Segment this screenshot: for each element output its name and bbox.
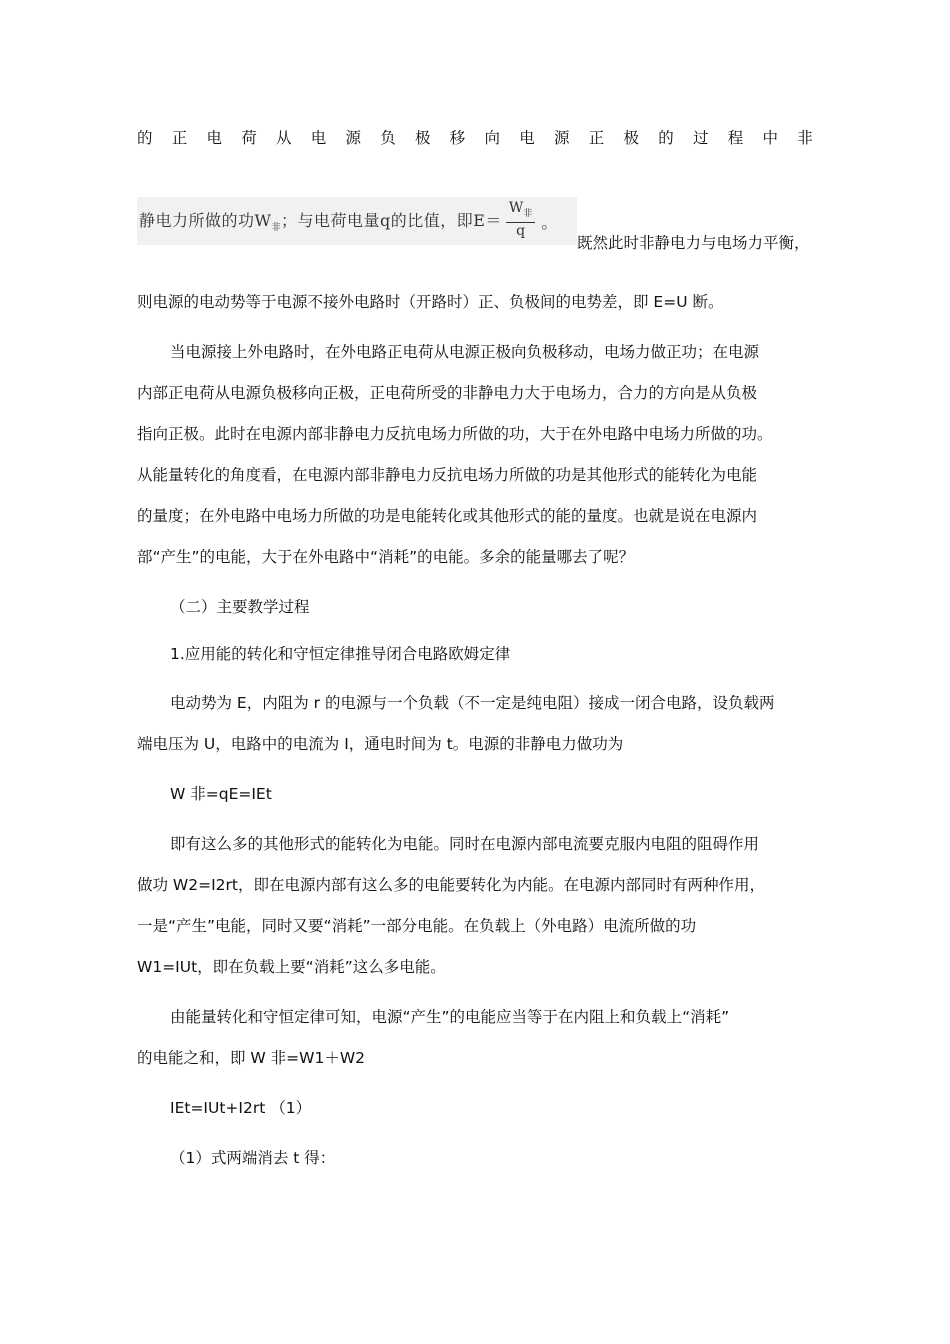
text-char: 电: [519, 129, 535, 147]
paragraph-3-line-3: 一是“产生”电能，同时又要“消耗”一部分电能。在负载上（外电路）电流所做的功: [137, 917, 697, 935]
paragraph-4-line-2: 的电能之和，即 W 非=W1＋W2: [137, 1049, 366, 1067]
text-char: 正: [171, 129, 188, 147]
paragraph-1-line-1: 当电源接上外电路时，在外电路正电荷从电源正极向负极移动，电场力做正功；在电源: [170, 343, 760, 361]
paragraph-5: （1）式两端消去 t 得：: [170, 1149, 336, 1167]
text-char: 电: [206, 129, 223, 147]
text-char: 移: [449, 129, 466, 147]
paragraph-1-line-6: 部“产生”的电能，大于在外电路中“消耗”的电能。多余的能量哪去了呢？: [137, 548, 635, 566]
text-line-3: 则电源的电动势等于电源不接外电路时（开路时）正、负极间的电势差，即 E=U 断。: [137, 293, 724, 311]
paragraph-3-line-2: 做功 W2=I2rt，即在电源内部有这么多的电能要转化为内能。在电源内部同时有两种作用，: [137, 876, 765, 894]
text-char: 极: [415, 129, 431, 147]
text-char: 电: [310, 129, 327, 147]
paragraph-2-line-1: 电动势为 E，内阻为 r 的电源与一个负载（不一定是纯电阻）接成一闭合电路，设负载两: [170, 694, 775, 712]
paragraph-1-line-3: 指向正极。此时在电源内部非静电力反抗电场力所做的功，大于在外电路中电场力所做的功。: [137, 425, 773, 443]
formula-image: 静电力所做的功$W_非$；与电荷电量q的比值，即E＝ $\frac{W_非}{q}$ 。: [137, 197, 577, 245]
subsection-heading: 1.应用能的转化和守恒定律推导闭合电路欧姆定律: [170, 645, 511, 663]
text-line-2-tail: 既然此时非静电力与电场力平衡，: [577, 234, 810, 252]
text-char: 正: [588, 129, 605, 147]
text-char: 极: [623, 129, 640, 147]
text-char: 负: [380, 129, 396, 147]
text-char: 中: [762, 129, 779, 147]
paragraph-3-line-4: W1=IUt，即在负载上要“消耗”这么多电能。: [137, 958, 446, 976]
text-char: 过: [693, 129, 709, 147]
paragraph-1-line-4: 从能量转化的角度看，在电源内部非静电力反抗电场力所做的功是其他形式的能转化为电能: [137, 466, 758, 484]
text-char: 的: [658, 129, 674, 147]
paragraph-3-line-1: 即有这么多的其他形式的能转化为电能。同时在电源内部电流要克服内电阻的阻碍作用: [170, 835, 760, 853]
text-char: 从: [276, 129, 292, 147]
formula-text: 静电力所做的功$W_非$；与电荷电量q的比值，即E＝: [139, 211, 502, 234]
text-char: 非: [797, 129, 813, 147]
text-char: 荷: [241, 129, 257, 147]
paragraph-4-line-1: 由能量转化和守恒定律可知，电源“产生”的电能应当等于在内阻上和负载上“消耗”: [170, 1008, 730, 1026]
text-char: 的: [137, 129, 153, 147]
section-heading: （二）主要教学过程: [170, 598, 310, 616]
text-char: 向: [484, 129, 501, 147]
formula-fraction: $\frac{W_非}{q}$: [506, 201, 535, 239]
text-char: 程: [727, 129, 744, 147]
text-char: 源: [554, 129, 570, 147]
text-char: 源: [345, 129, 362, 147]
equation-1: W 非=qE=IEt: [170, 785, 272, 803]
equation-2: IEt=IUt+I2rt （1）: [170, 1099, 312, 1117]
paragraph-1-line-2: 内部正电荷从电源负极移向正极，正电荷所受的非静电力大于电场力，合力的方向是从负极: [137, 384, 758, 402]
text-line-1: [137, 127, 813, 149]
paragraph-2-line-2: 端电压为 U，电路中的电流为 I，通电时间为 t。电源的非静电力做功为: [137, 735, 624, 753]
paragraph-1-line-5: 的量度；在外电路中电场力所做的功是电能转化或其他形式的能的量度。也就是说在电源内: [137, 507, 758, 525]
